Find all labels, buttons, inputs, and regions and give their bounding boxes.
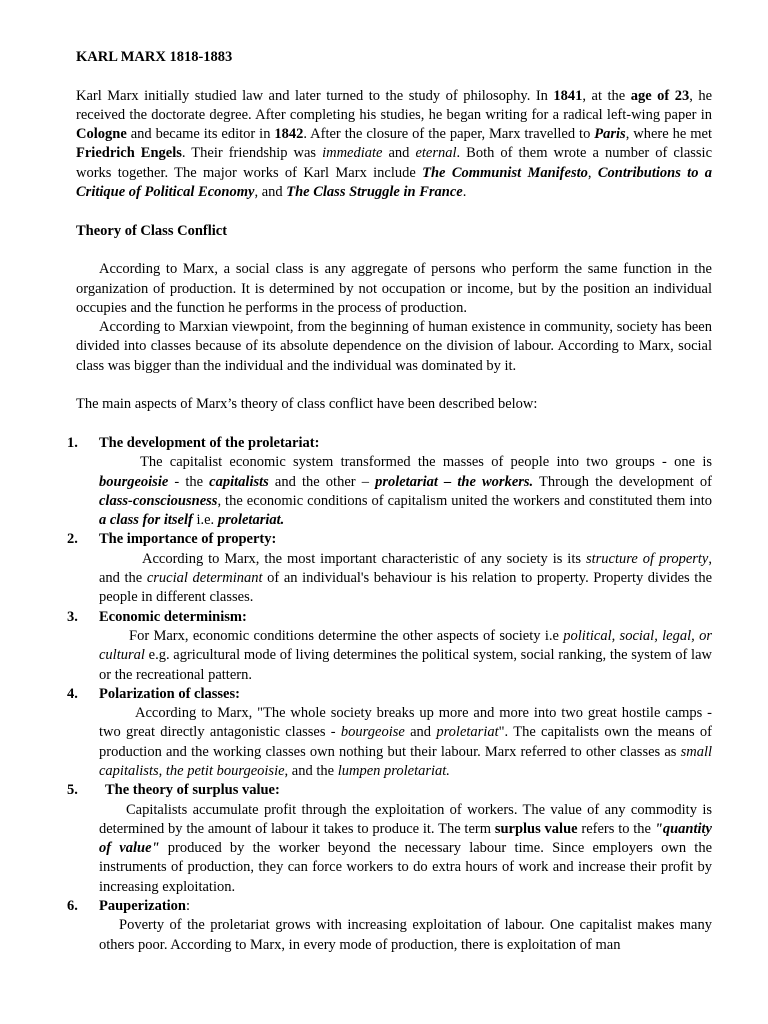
item-body: According to Marx, "The whole society breaks up more and more into two great hostile camps - two great directly antagonistic classes - bourgeoise and proletariat". The capitalists own the means of production and the working classes own nothing but their labour. Marx referred to other classes as small capitalists, the petit bourgeoisie, and the lumpen proletariat.	[99, 705, 712, 779]
spacer	[76, 415, 712, 434]
spacer	[76, 67, 712, 86]
list-item	[67, 897, 712, 955]
list-item	[67, 608, 713, 685]
item-title: Pauperization:	[99, 898, 191, 915]
spacer	[76, 241, 712, 260]
item-body: The capitalist economic system transformed the masses of people into two groups - one is bourgeoisie - the capitalists and the other – proletariat – the workers. Through the development of class-consciousness, the economic conditions of capitalism united the workers and constituted them into a class for itself i.e. proletariat.	[99, 454, 712, 529]
list-item	[67, 530, 713, 607]
item-number: 5.	[67, 782, 78, 799]
item-number: 6.	[67, 898, 78, 915]
item-body: Capitalists accumulate profit through the exploitation of workers. The value of any commodity is determined by the amount of labour it takes to produce it. The term surplus value refers to the "quantity of value" produced by the worker beyond the necessary labour time. Since employers own the instruments of production, they can force workers to do extra hours of work and increase their profit by increasing exploitation.	[99, 801, 713, 895]
item-number: 4.	[67, 685, 78, 702]
document-page	[67, 48, 713, 955]
intro-paragraph: Karl Marx initially studied law and later turned to the study of philosophy. In 1841, at the age of 23, he received the doctorate degree. After completing his studies, he began writing for a radical left-wing paper in Cologne and became its editor in 1842. After the closure of the paper, Marx travelled to Paris, where he met Friedrich Engels. Their friendship was immediate and eternal. Both of them wrote a number of classic works together. The major works of Karl Marx include The Communist Manifesto, Contributions to a Critique of Political Economy, and The Class Struggle in France.	[76, 87, 713, 201]
item-title: The theory of surplus value:	[105, 782, 280, 799]
item-title: Polarization of classes:	[99, 685, 240, 702]
spacer	[76, 202, 712, 221]
item-number: 1.	[67, 434, 78, 451]
list-item	[67, 685, 712, 781]
spacer	[76, 376, 712, 395]
class-definition-paragraph: According to Marx, a social class is any aggregate of persons who perform the same function in the organization of production. It is determined by not occupation or income, but by the position an individual occupies and the function he performs in the process of production.	[76, 261, 712, 316]
document-title: KARL MARX 1818-1883	[76, 49, 233, 65]
item-title: The development of the proletariat:	[99, 434, 320, 451]
aspects-list	[67, 434, 713, 955]
marxian-viewpoint-paragraph: According to Marxian viewpoint, from the beginning of human existence in community, society has been divided into classes because of its absolute dependence on the division of labour. According to Marx, social class was bigger than the individual and the individual was dominated by it.	[76, 319, 712, 374]
list-item	[67, 434, 712, 530]
section-heading: Theory of Class Conflict	[76, 222, 228, 239]
list-item	[67, 781, 713, 897]
item-number: 3.	[67, 608, 78, 625]
aspects-intro: The main aspects of Marx’s theory of class conflict have been described below:	[76, 396, 538, 413]
item-number: 2.	[67, 531, 78, 548]
item-body: According to Marx, the most important characteristic of any society is its structure of property, and the crucial determinant of an individual's behaviour is his relation to property. Property divides the people in different classes.	[99, 550, 713, 606]
item-body: Poverty of the proletariat grows with increasing exploitation of labour. One capitalist makes many others poor. According to Marx, in every mode of production, there is exploitation of man	[99, 917, 712, 953]
item-title: Economic determinism:	[99, 608, 247, 625]
item-title: The importance of property:	[99, 531, 277, 548]
item-body: For Marx, economic conditions determine the other aspects of society i.e political, social, legal, or cultural e.g. agricultural mode of living determines the political system, social ranking, the system of law or the recreational pattern.	[99, 627, 713, 683]
